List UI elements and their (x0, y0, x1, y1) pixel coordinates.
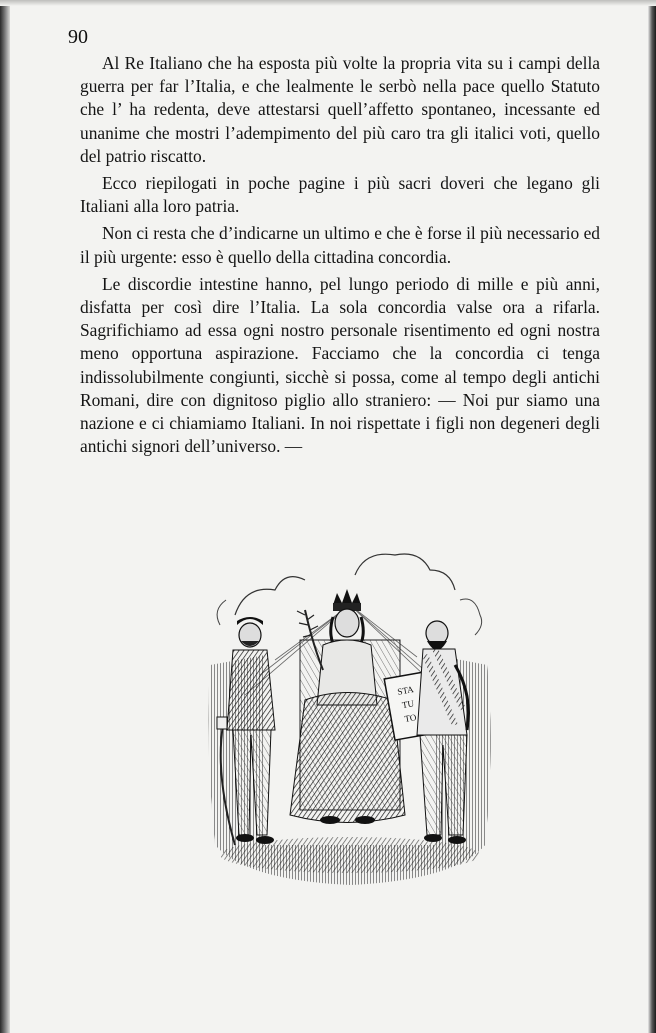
page-edge-top (0, 0, 656, 6)
paragraph-1: Al Re Italiano che ha esposta più volte la propria vita su i campi della guerra per far l’Italia, e che lealmente le serbò nella pace quello Statuto che l’ ha redenta, deve attestarsi quell’affetto spontaneo, incessante ed unanime che mostri l’adempimento del più caro tra gli italici voti, quello del patrio riscatto. (80, 53, 600, 166)
tablet-line-3: TO (403, 712, 418, 725)
cloud-left (235, 577, 305, 615)
engraving-illustration (205, 545, 495, 890)
binding-edge (0, 0, 10, 1033)
page-edge-right (648, 0, 656, 1033)
page-number: 90 (68, 26, 88, 48)
central-figure (290, 589, 405, 824)
paragraph-4: Le discordie intestine hanno, pel lungo periodo di mille e più anni, disfatta per così dire l’Italia. La sola concordia valse ora a rifarla. Sagrifichiamo ad essa ogni nostro personale risentimento ed ogni nostra meno opportuna aspirazione. Facciamo che la concordia ci tenga indissolubilmente congiunti, sicchè si possa, come al tempo degli antichi Romani, dire con dignitoso piglio allo straniero: — Noi pur siamo una nazione e ci chiamiamo Italiani. In noi rispettate i figli non degeneri degli antichi signori dell’universo. — (80, 273, 600, 457)
tablet-line-1: STA (396, 684, 415, 697)
paragraph-3: Non ci resta che d’indicarne un ultimo e che è forse il più necessario ed il più urgente: esso è quello della cittadina concordia. (80, 223, 600, 267)
cloud-top (355, 554, 455, 590)
tablet-line-2: TU (401, 698, 415, 711)
engraving-svg (205, 545, 495, 890)
paragraph-2: Ecco riepilogati in poche pagine i più sacri doveri che legano gli Italiani alla loro patria. (80, 173, 600, 217)
ground (220, 837, 480, 873)
body-text (80, 52, 600, 462)
